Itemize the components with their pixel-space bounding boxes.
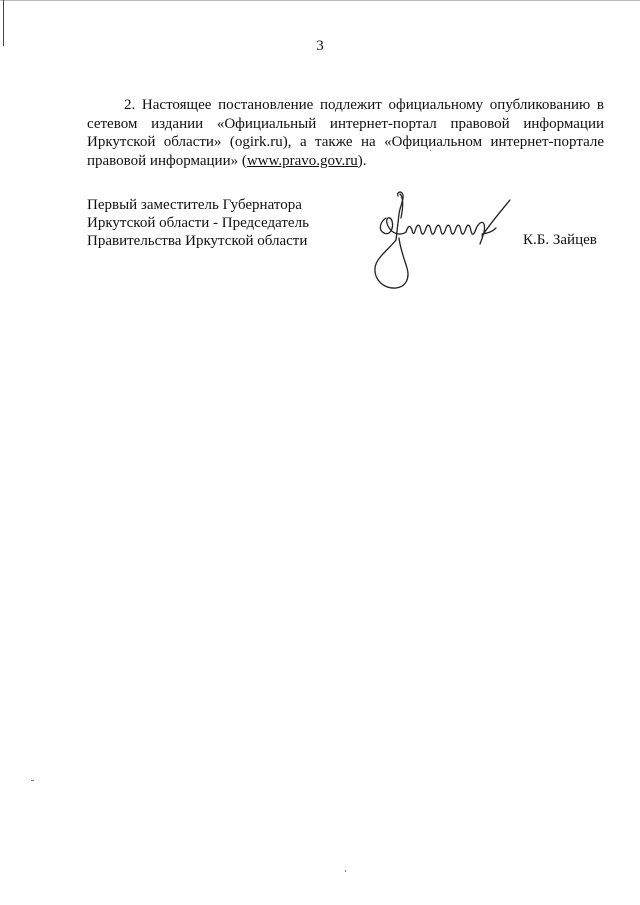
signatory-position-line: Первый заместитель Губернатора	[87, 197, 302, 213]
scan-speck	[31, 780, 34, 781]
page-number: 3	[316, 38, 324, 54]
scan-speck	[345, 870, 346, 872]
publication-paragraph	[87, 96, 604, 170]
paragraph-text: 2. Настоящее постановление подлежит официальному опубликованию в сетевом издании «Официальный интернет-портал правовой информации Иркутской области» (ogirk.ru), а также на «Официальном интернет-портале правовой информации» (	[87, 97, 604, 169]
signatory-position-line: Правительства Иркутской области	[87, 233, 308, 249]
scan-top-edge	[0, 0, 640, 1]
handwritten-signature	[370, 188, 530, 293]
paragraph-tail: ).	[357, 152, 367, 169]
signatory-position-line: Иркутской области - Председатель	[87, 215, 309, 231]
signatory-position	[87, 196, 309, 250]
pravo-link[interactable]: www.pravo.gov.ru	[246, 152, 358, 169]
scan-speck	[430, 150, 431, 151]
signatory-name: К.Б. Зайцев	[523, 232, 597, 248]
